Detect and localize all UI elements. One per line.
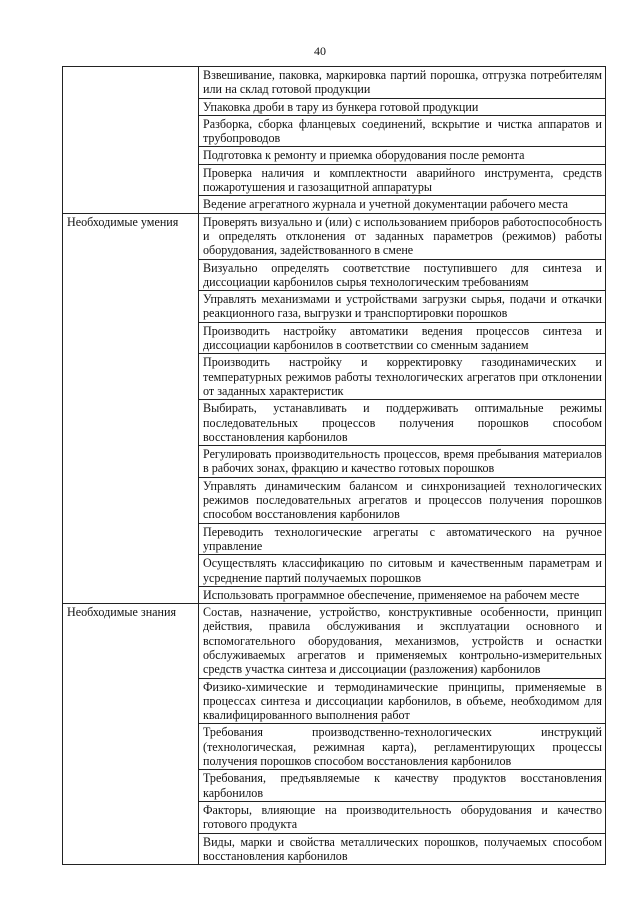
list-item: Физико-химические и термодинамические принципы, применяемые в процессах синтеза и диссоциации карбонилов, в объеме, необходимом для квалифицированного выполнения работ	[199, 678, 606, 724]
list-item: Визуально определять соответствие поступившего для синтеза и диссоциации карбонилов сырья технологическим требованиям	[199, 259, 606, 291]
list-item: Требования производственно-технологических инструкций (технологическая, режимная карта), регламентирующих процессы получения порошков способом восстановления карбонилов	[199, 724, 606, 770]
list-item: Проверка наличия и комплектности аварийного инструмента, средств пожаротушения и газозащитной аппаратуры	[199, 164, 606, 196]
table-row	[63, 67, 606, 99]
page-number: 40	[314, 44, 326, 58]
list-item: Осуществлять классификацию по ситовым и качественным параметрам и усреднение партий получаемых порошков	[199, 555, 606, 587]
list-item: Производить настройку автоматики ведения процессов синтеза и диссоциации карбонилов в соответствии со сменным заданием	[199, 322, 606, 354]
list-item: Выбирать, устанавливать и поддерживать оптимальные режимы последовательных процессов получения порошков способом восстановления карбонилов	[199, 400, 606, 446]
list-item: Подготовка к ремонту и приемка оборудования после ремонта	[199, 147, 606, 164]
list-item: Состав, назначение, устройство, конструктивные особенности, принцип действия, правила обслуживания и эксплуатации основного и вспомогательного оборудования, механизмов, устройств и оснастки обслуживаемых агрегатов и применяемых контрольно-измерительных средств участка синтеза и диссоциации (разложения) карбонилов	[199, 604, 606, 678]
list-item: Виды, марки и свойства металлических порошков, получаемых способом восстановления карбонилов	[199, 833, 606, 865]
list-item: Проверять визуально и (или) с использованием приборов работоспособность и определять отклонения от заданных параметров (режимов) работы оборудования, задействованного в смене	[199, 213, 606, 259]
section-label: Необходимые знания	[63, 604, 199, 865]
list-item: Ведение агрегатного журнала и учетной документации рабочего места	[199, 196, 606, 213]
list-item: Факторы, влияющие на производительность оборудования и качество готового продукта	[199, 801, 606, 833]
list-item: Управлять механизмами и устройствами загрузки сырья, подачи и откачки реакционного газа, выгрузки и транспортировки порошков	[199, 291, 606, 323]
competency-table	[62, 66, 606, 865]
list-item: Требования, предъявляемые к качеству продуктов восстановления карбонилов	[199, 770, 606, 802]
list-item: Взвешивание, паковка, маркировка партий порошка, отгрузка потребителям или на склад готовой продукции	[199, 67, 606, 99]
list-item: Использовать программное обеспечение, применяемое на рабочем месте	[199, 586, 606, 603]
table-row	[63, 604, 606, 678]
section-label: Необходимые умения	[63, 213, 199, 603]
list-item: Управлять динамическим балансом и синхронизацией технологических режимов последовательных агрегатов и процессов получения порошков способом восстановления карбонилов	[199, 477, 606, 523]
list-item: Регулировать производительность процессов, время пребывания материалов в рабочих зонах, фракцию и качество готовых порошков	[199, 446, 606, 478]
table-row	[63, 213, 606, 259]
list-item: Переводить технологические агрегаты с автоматического на ручное управление	[199, 523, 606, 555]
list-item: Разборка, сборка фланцевых соединений, вскрытие и чистка аппаратов и трубопроводов	[199, 115, 606, 147]
section-label	[63, 67, 199, 214]
list-item: Упаковка дроби в тару из бункера готовой продукции	[199, 98, 606, 115]
list-item: Производить настройку и корректировку газодинамических и температурных режимов работы технологических агрегатов при отклонении от заданных характеристик	[199, 354, 606, 400]
